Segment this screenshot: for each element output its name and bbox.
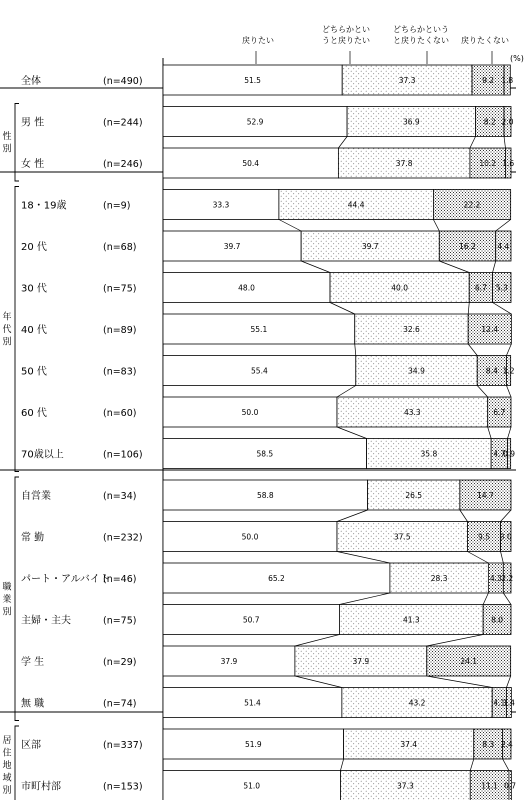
- connector-line: [468, 344, 477, 356]
- row-label: 主婦・主夫: [21, 615, 71, 627]
- group-label: 居住地域別: [2, 735, 12, 796]
- row-label: 70歳以上: [21, 449, 64, 461]
- legend-label: 戻りたくない: [461, 36, 509, 45]
- data-label: 22.2: [463, 200, 481, 210]
- data-label: 8.4: [485, 366, 498, 376]
- legend-label: 戻りたい: [242, 36, 274, 45]
- connector-line: [470, 137, 476, 149]
- connector-line: [295, 635, 340, 647]
- row-label: 女 性: [21, 159, 45, 170]
- data-label: 2.2: [501, 574, 514, 583]
- connector-line: [503, 759, 509, 771]
- row-n: (n=60): [103, 408, 137, 419]
- data-label: 50.4: [242, 159, 260, 168]
- row-n: (n=490): [103, 76, 143, 87]
- data-label: 8.3: [482, 740, 495, 749]
- percent-unit: (%): [510, 54, 524, 63]
- data-label: 8.2: [483, 117, 496, 127]
- row-n: (n=75): [103, 615, 137, 627]
- data-label: 40.0: [391, 283, 408, 293]
- connector-line: [506, 676, 510, 688]
- data-label: 37.3: [397, 781, 414, 791]
- group-label: 性別: [2, 132, 12, 155]
- row-n: (n=232): [103, 532, 143, 544]
- connector-line: [279, 220, 301, 232]
- data-label: 1.6: [502, 159, 515, 168]
- data-label: 33.3: [212, 200, 230, 210]
- row-label: 区部: [21, 740, 41, 751]
- data-label: 4.1: [493, 698, 506, 708]
- group-bracket: [15, 187, 19, 472]
- connector-line: [355, 344, 356, 356]
- data-label: 0.9: [503, 449, 516, 459]
- data-label: 2.0: [501, 117, 514, 127]
- connector-line: [501, 552, 504, 564]
- data-label: 51.9: [244, 740, 262, 749]
- data-label: 36.9: [402, 117, 420, 127]
- data-label: 41.3: [402, 615, 420, 625]
- connector-line: [493, 303, 512, 315]
- connector-line: [477, 386, 487, 398]
- row-n: (n=246): [103, 159, 143, 170]
- data-label: 48.0: [238, 283, 255, 293]
- connector-line: [339, 593, 389, 605]
- data-label: 37.4: [400, 740, 418, 749]
- data-label: 4.7: [493, 449, 506, 459]
- data-label: 28.3: [430, 574, 448, 583]
- data-label: 39.7: [223, 242, 241, 251]
- connector-line: [337, 552, 390, 564]
- data-label: 37.8: [395, 159, 413, 168]
- connector-line: [506, 344, 511, 356]
- row-label: 20 代: [21, 242, 47, 253]
- data-label: 14.7: [477, 491, 494, 500]
- connector-line: [337, 386, 356, 398]
- data-label: 24.1: [460, 657, 478, 666]
- row-label: 自営業: [21, 491, 51, 502]
- legend-label: どちらかというと戻りたい: [322, 25, 370, 45]
- group-bracket: [15, 726, 19, 800]
- row-label: パート・アルバイト: [21, 574, 110, 585]
- data-label: 0.7: [504, 781, 517, 791]
- row-n: (n=75): [103, 283, 137, 295]
- data-label: 58.8: [256, 491, 274, 500]
- connector-line: [295, 676, 342, 688]
- connector-line: [506, 386, 511, 398]
- data-label: 39.7: [361, 242, 379, 251]
- data-label: 50.0: [241, 408, 259, 417]
- row-n: (n=244): [103, 117, 143, 129]
- row-label: 常 勤: [21, 532, 45, 544]
- connector-line: [433, 220, 439, 232]
- data-label: 37.9: [220, 657, 238, 666]
- row-label: 40 代: [21, 325, 47, 336]
- legend-label: どちらかというと戻りたくない: [393, 25, 449, 45]
- data-label: 32.6: [403, 325, 420, 334]
- row-n: (n=83): [103, 366, 137, 378]
- data-label: 55.1: [250, 325, 268, 334]
- row-n: (n=337): [103, 740, 143, 751]
- connector-line: [468, 552, 489, 564]
- group-label: 職業別: [2, 582, 12, 618]
- data-label: 51.4: [244, 698, 261, 708]
- row-label: 全体: [21, 76, 41, 87]
- data-label: 65.2: [268, 574, 285, 583]
- connector-line: [493, 261, 496, 273]
- data-label: 37.3: [398, 76, 416, 85]
- data-label: 2.4: [500, 740, 513, 749]
- data-label: 51.0: [243, 781, 261, 791]
- row-n: (n=74): [103, 698, 137, 710]
- data-label: 43.2: [408, 698, 426, 708]
- row-n: (n=153): [103, 781, 143, 793]
- data-label: 1.2: [502, 366, 515, 376]
- row-label: 学 生: [21, 657, 45, 668]
- connector-line: [301, 261, 330, 273]
- row-n: (n=46): [103, 574, 137, 585]
- data-label: 50.7: [242, 615, 260, 625]
- data-label: 6.7: [493, 408, 506, 417]
- connector-line: [338, 137, 347, 149]
- data-label: 26.5: [405, 491, 423, 500]
- group-bracket: [15, 104, 19, 182]
- data-label: 8.0: [491, 615, 504, 625]
- row-n: (n=89): [103, 325, 137, 336]
- group-label: 年代別: [2, 312, 12, 348]
- row-n: (n=29): [103, 657, 137, 668]
- row-label: 18・19歳: [21, 200, 67, 212]
- connector-line: [503, 593, 511, 605]
- row-n: (n=106): [103, 449, 143, 461]
- connector-line: [337, 510, 368, 522]
- data-label: 10.2: [479, 159, 497, 168]
- data-label: 35.8: [420, 449, 438, 459]
- data-label: 43.3: [403, 408, 421, 417]
- row-n: (n=34): [103, 491, 137, 502]
- connector-line: [337, 427, 367, 439]
- row-label: 男 性: [21, 117, 45, 129]
- connector-line: [427, 676, 492, 688]
- connector-line: [427, 635, 483, 647]
- row-label: 無 職: [21, 698, 45, 710]
- row-n: (n=9): [103, 200, 131, 212]
- connector-line: [460, 510, 468, 522]
- connector-line: [439, 261, 469, 273]
- connector-line: [470, 759, 473, 771]
- row-label: 60 代: [21, 408, 47, 419]
- connector-line: [340, 759, 343, 771]
- data-label: 3.0: [499, 532, 512, 542]
- data-label: 37.9: [352, 657, 370, 666]
- data-label: 44.4: [347, 200, 365, 210]
- data-label: 50.0: [241, 532, 259, 542]
- data-label: 37.5: [393, 532, 411, 542]
- data-label: 52.9: [246, 117, 264, 127]
- data-label: 1.8: [501, 76, 514, 85]
- data-label: 12.4: [481, 325, 499, 334]
- row-n: (n=68): [103, 242, 137, 253]
- data-label: 11.1: [481, 781, 498, 791]
- data-label: 1.4: [502, 698, 515, 708]
- data-label: 51.5: [244, 76, 261, 85]
- connector-line: [488, 427, 491, 439]
- row-label: 30 代: [21, 283, 47, 295]
- connector-line: [496, 220, 511, 232]
- data-label: 16.2: [459, 242, 476, 251]
- connector-line: [483, 593, 488, 605]
- connector-line: [468, 303, 469, 315]
- group-bracket: [15, 477, 19, 721]
- connector-line: [330, 303, 355, 315]
- data-label: 4.3: [489, 574, 502, 583]
- connector-line: [504, 137, 505, 149]
- row-label: 市町村部: [21, 781, 61, 793]
- data-label: 34.9: [408, 366, 425, 376]
- data-label: 5.3: [495, 283, 508, 293]
- data-label: 4.4: [497, 242, 510, 251]
- data-label: 55.4: [251, 366, 268, 376]
- connector-line: [501, 510, 511, 522]
- data-label: 6.7: [474, 283, 487, 293]
- data-label: 58.5: [256, 449, 274, 459]
- connector-line: [508, 427, 511, 439]
- data-label: 9.2: [482, 76, 495, 85]
- data-label: 9.5: [478, 532, 490, 542]
- row-label: 50 代: [21, 366, 47, 378]
